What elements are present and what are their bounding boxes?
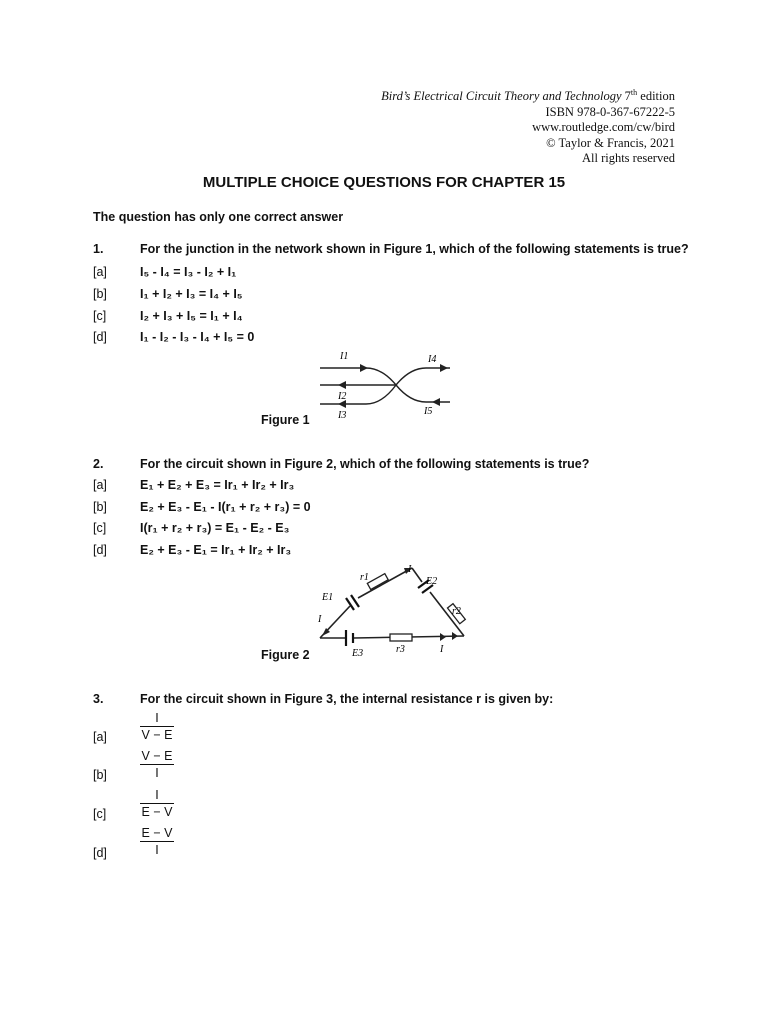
edition-word: edition bbox=[640, 89, 675, 104]
numerator: I bbox=[140, 787, 174, 804]
label-r2: r2 bbox=[452, 606, 461, 617]
option-c-fraction bbox=[140, 787, 174, 820]
label-current-top: I bbox=[408, 564, 412, 575]
question-text: For the circuit shown in Figure 3, the internal resistance r is given by: bbox=[140, 692, 554, 706]
question-text: For the circuit shown in Figure 2, which of the following statements is true? bbox=[140, 457, 590, 471]
denominator: I bbox=[155, 766, 159, 780]
numerator: V − E bbox=[141, 749, 173, 763]
option-text: I₅ - I₄ = I₃ - I₂ + I₁ bbox=[140, 265, 237, 279]
numerator: E − V bbox=[141, 826, 173, 840]
book-title: Bird’s Electrical Circuit Theory and Technology bbox=[381, 89, 622, 104]
numerator: I bbox=[140, 710, 174, 727]
option-text: I(r₁ + r₂ + r₃) = E₁ - E₂ - E₃ bbox=[140, 521, 290, 535]
edition-number: 7 bbox=[624, 89, 631, 104]
instructions: The question has only one correct answer bbox=[93, 210, 344, 224]
figure-2-circuit-diagram bbox=[312, 560, 472, 660]
label-i3: I3 bbox=[338, 410, 347, 421]
figure-1-caption: Figure 1 bbox=[261, 413, 310, 427]
label-i5: I5 bbox=[424, 406, 433, 417]
question-number: 3. bbox=[93, 692, 104, 706]
option-label: [b] bbox=[93, 768, 107, 782]
option-label: [a] bbox=[93, 265, 107, 279]
label-r1: r1 bbox=[360, 572, 369, 583]
website-url[interactable]: www.routledge.com/cw/bird bbox=[532, 120, 675, 135]
option-a-fraction bbox=[140, 710, 174, 743]
isbn: ISBN 978-0-367-67222-5 bbox=[545, 104, 675, 119]
option-label: [d] bbox=[93, 846, 107, 860]
denominator: E − V bbox=[141, 805, 173, 819]
label-e2: E2 bbox=[426, 576, 438, 587]
option-label: [c] bbox=[93, 309, 107, 323]
option-label: [c] bbox=[93, 807, 107, 821]
label-i1: I1 bbox=[340, 351, 349, 362]
label-e3: E3 bbox=[352, 648, 364, 659]
label-i4: I4 bbox=[428, 354, 437, 365]
option-label: [a] bbox=[93, 478, 107, 492]
denominator: V − E bbox=[141, 728, 173, 742]
page-title: MULTIPLE CHOICE QUESTIONS FOR CHAPTER 15 bbox=[202, 174, 566, 191]
option-text: E₂ + E₃ - E₁ = Ir₁ + Ir₂ + Ir₃ bbox=[140, 543, 292, 557]
option-label: [b] bbox=[93, 500, 107, 514]
figure-1-junction-diagram bbox=[316, 348, 456, 424]
label-r3: r3 bbox=[396, 644, 405, 655]
edition-suffix: th bbox=[630, 88, 638, 97]
label-current-bottom: I bbox=[440, 644, 444, 655]
option-label: [a] bbox=[93, 730, 107, 744]
option-label: [c] bbox=[93, 521, 107, 535]
option-label: [d] bbox=[93, 543, 107, 557]
source-header bbox=[381, 85, 675, 167]
option-d-fraction bbox=[140, 825, 174, 858]
option-text: I₁ + I₂ + I₃ = I₄ + I₅ bbox=[140, 287, 243, 301]
option-label: [d] bbox=[93, 330, 107, 344]
option-text: I₂ + I₃ + I₅ = I₁ + I₄ bbox=[140, 309, 243, 323]
label-i2: I2 bbox=[338, 391, 347, 402]
option-b-fraction bbox=[140, 748, 174, 781]
book-title-line bbox=[381, 85, 675, 105]
label-current-left: I bbox=[318, 614, 322, 625]
rights-notice: All rights reserved bbox=[581, 151, 675, 166]
denominator: I bbox=[155, 843, 159, 857]
question-number: 2. bbox=[93, 457, 104, 471]
question-text: For the junction in the network shown in Figure 1, which of the following statements is true? bbox=[140, 242, 689, 256]
label-e1: E1 bbox=[322, 592, 334, 603]
option-text: E₂ + E₃ - E₁ - I(r₁ + r₂ + r₃) = 0 bbox=[140, 500, 311, 514]
question-number: 1. bbox=[93, 242, 104, 256]
option-label: [b] bbox=[93, 287, 107, 301]
option-text: E₁ + E₂ + E₃ = Ir₁ + Ir₂ + Ir₃ bbox=[140, 478, 295, 492]
option-text: I₁ - I₂ - I₃ - I₄ + I₅ = 0 bbox=[140, 330, 255, 344]
copyright: © Taylor & Francis, 2021 bbox=[546, 135, 675, 150]
figure-2-caption: Figure 2 bbox=[261, 648, 310, 662]
